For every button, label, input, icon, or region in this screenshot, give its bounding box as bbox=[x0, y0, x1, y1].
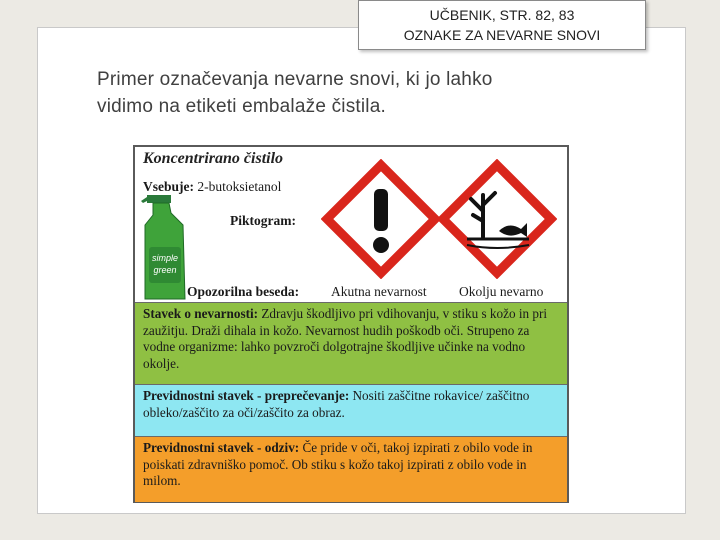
topic-tag-line2: OZNAKE ZA NEVARNE SNOVI bbox=[403, 27, 601, 43]
topic-tag-line1: UČBENIK, STR. 82, 83 bbox=[429, 7, 575, 23]
pictogram-caption-environment: Okolju nevarno bbox=[459, 284, 544, 299]
environment-hazard-icon bbox=[437, 159, 557, 279]
signal-word-label: Opozorilna beseda: bbox=[187, 284, 300, 299]
topic-tag bbox=[358, 0, 646, 50]
bottle-brand-line1: simple bbox=[151, 253, 179, 263]
pictogram-label: Piktogram: bbox=[230, 213, 296, 228]
bottle-brand-line2: green bbox=[153, 265, 177, 275]
contains-label: Vsebuje: bbox=[143, 179, 194, 194]
exclamation-mark-icon bbox=[321, 159, 441, 279]
label-header-section bbox=[135, 147, 567, 302]
intro-line1: Primer označevanja nevarne snovi, ki jo lahko bbox=[97, 69, 493, 90]
hazard-statement-title: Stavek o nevarnosti: bbox=[143, 306, 259, 321]
response-statement-section bbox=[135, 436, 567, 502]
response-statement-title: Previdnostni stavek - odziv: bbox=[143, 440, 300, 455]
response-statement-text: Če pride v oči, takoj izpirati z obilo vode in poiskati zdravniško pomoč. Ob stiku s kožo takoj izpirati z obilo vode in milom. bbox=[143, 440, 533, 488]
prevention-statement-text: Nositi zaščitne rokavice/ zaščitno obleko/zaščito za oči/zaščito za obraz. bbox=[143, 388, 530, 420]
contains-value: 2-butoksietanol bbox=[197, 179, 282, 194]
intro-line2: vidimo na etiketi embalaže čistila. bbox=[97, 96, 386, 117]
pictogram-caption-acute: Akutna nevarnost bbox=[331, 284, 427, 299]
hazard-statement-section bbox=[135, 302, 567, 385]
product-label bbox=[133, 145, 569, 503]
prevention-statement-title: Previdnostni stavek - preprečevanje: bbox=[143, 388, 350, 403]
intro-text bbox=[97, 66, 617, 120]
prevention-statement-section bbox=[135, 384, 567, 437]
product-name: Koncentrirano čistilo bbox=[143, 150, 284, 167]
hazard-statement-text: Zdravju škodljivo pri vdihovanju, v stiku s kožo in pri zaužitju. Draži dihala in kožo. Nevarnost hudih poškodb oči. Strupeno za vodne organizme: lahko povzroči dolgotrajne škodljive učinke na vodno okolje. bbox=[143, 306, 548, 371]
